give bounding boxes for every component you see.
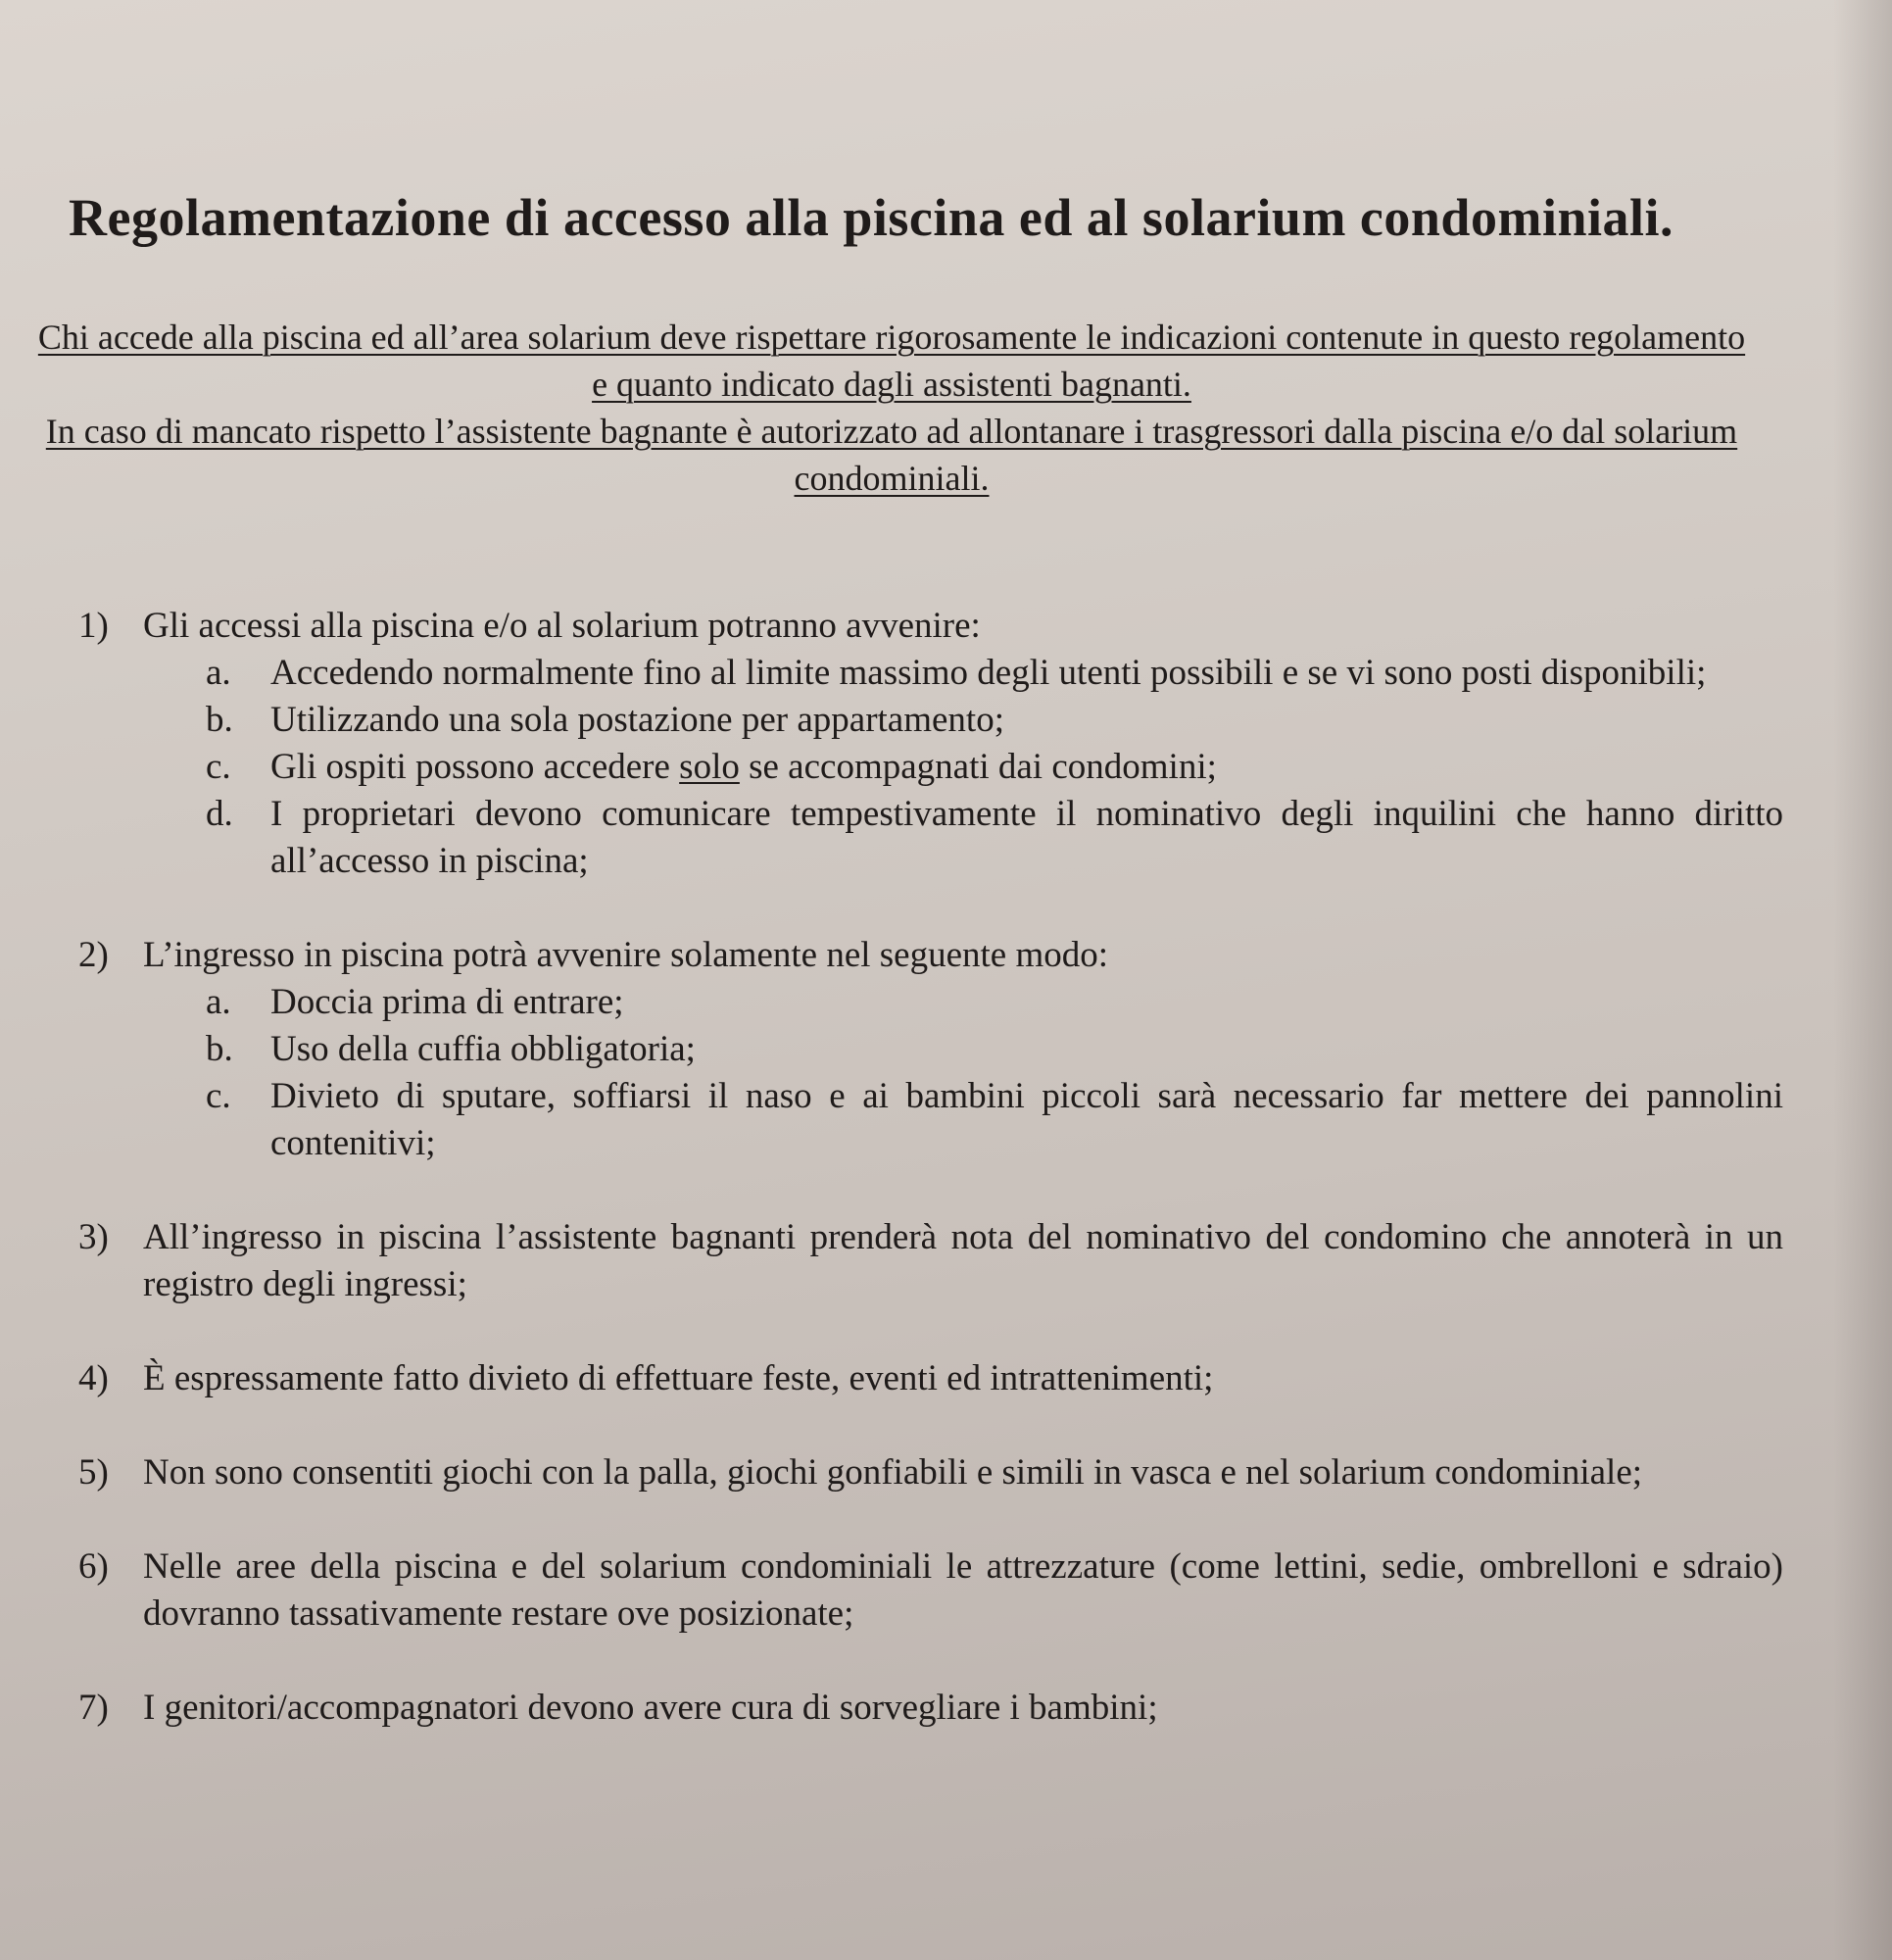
sub-text: Uso della cuffia obbligatoria;	[270, 1029, 696, 1069]
rule-text: I genitori/accompagnatori devono avere cura di sorvegliare i bambini;	[143, 1688, 1158, 1728]
sub-text-underlined: solo	[679, 747, 740, 787]
rule-text: Non sono consentiti giochi con la palla, giochi gonfiabili e simili in vasca e nel solarium condominiale;	[143, 1452, 1643, 1493]
rule-text: Nelle aree della piscina e del solarium condominiali le attrezzature (come lettini, sedie, ombrelloni e sdraio) dovranno tassativamente restare ove posizionate;	[143, 1546, 1783, 1634]
rules-list	[78, 603, 1783, 1779]
sub-item	[143, 744, 1783, 791]
sub-list	[143, 650, 1783, 885]
sub-letter: b.	[206, 700, 233, 740]
rule-number: 2)	[78, 935, 109, 975]
sub-item	[143, 697, 1783, 744]
rule-item	[78, 1685, 1783, 1732]
sub-item	[143, 1073, 1783, 1167]
rule-item	[78, 1214, 1783, 1308]
sub-letter: b.	[206, 1029, 233, 1069]
rule-item	[78, 1449, 1783, 1496]
rule-number: 5)	[78, 1452, 109, 1493]
sub-list	[143, 979, 1783, 1167]
sub-item	[143, 1026, 1783, 1073]
rule-item	[78, 1544, 1783, 1638]
rule-text: Gli accessi alla piscina e/o al solarium potranno avvenire:	[143, 606, 981, 646]
rule-text: L’ingresso in piscina potrà avvenire solamente nel seguente modo:	[143, 935, 1109, 975]
sub-text-after: se accompagnati dai condomini;	[739, 747, 1217, 787]
sub-letter: a.	[206, 982, 231, 1022]
sub-letter: d.	[206, 794, 233, 834]
intro-paragraph: Chi accede alla piscina ed all’area solarium deve rispettare rigorosamente le indicazioni contenute in questo regolamento e quanto indicato dagli assistenti bagnanti.	[37, 318, 1746, 404]
sub-item	[143, 979, 1783, 1026]
sub-item	[143, 791, 1783, 885]
sub-letter: c.	[206, 747, 231, 787]
sub-text: Doccia prima di entrare;	[270, 982, 624, 1022]
rule-number: 4)	[78, 1358, 109, 1398]
sub-letter: a.	[206, 653, 231, 693]
rule-item	[78, 1355, 1783, 1402]
sub-text: Utilizzando una sola postazione per appartamento;	[270, 700, 1004, 740]
sub-text: Divieto di sputare, soffiarsi il naso e ai bambini piccoli sarà necessario far mettere dei pannolini contenitivi;	[270, 1076, 1783, 1163]
rule-number: 3)	[78, 1217, 109, 1257]
rule-number: 7)	[78, 1688, 109, 1728]
intro-paragraph: In caso di mancato rispetto l’assistente bagnante è autorizzato ad allontanare i trasgressori dalla piscina e/o dal solarium condominiali.	[45, 412, 1738, 498]
rule-number: 1)	[78, 606, 109, 646]
rule-text: È espressamente fatto divieto di effettuare feste, eventi ed intrattenimenti;	[143, 1358, 1214, 1398]
document-title: Regolamentazione di accesso alla piscina ed al solarium condominiali.	[69, 188, 1674, 247]
sub-text-before: Gli ospiti possono accedere	[270, 747, 680, 787]
intro-notice	[29, 314, 1754, 502]
sub-text: I proprietari devono comunicare tempestivamente il nominativo degli inquilini che hanno diritto all’accesso in piscina;	[270, 794, 1783, 881]
rule-number: 6)	[78, 1546, 109, 1587]
rule-item	[78, 603, 1783, 885]
sub-letter: c.	[206, 1076, 231, 1116]
sub-item	[143, 650, 1783, 697]
rule-text: All’ingresso in piscina l’assistente bagnanti prenderà nota del nominativo del condomino che annoterà in un registro degli ingressi;	[143, 1217, 1783, 1304]
rule-item	[78, 932, 1783, 1167]
sub-text: Accedendo normalmente fino al limite massimo degli utenti possibili e se vi sono posti disponibili;	[270, 653, 1707, 693]
